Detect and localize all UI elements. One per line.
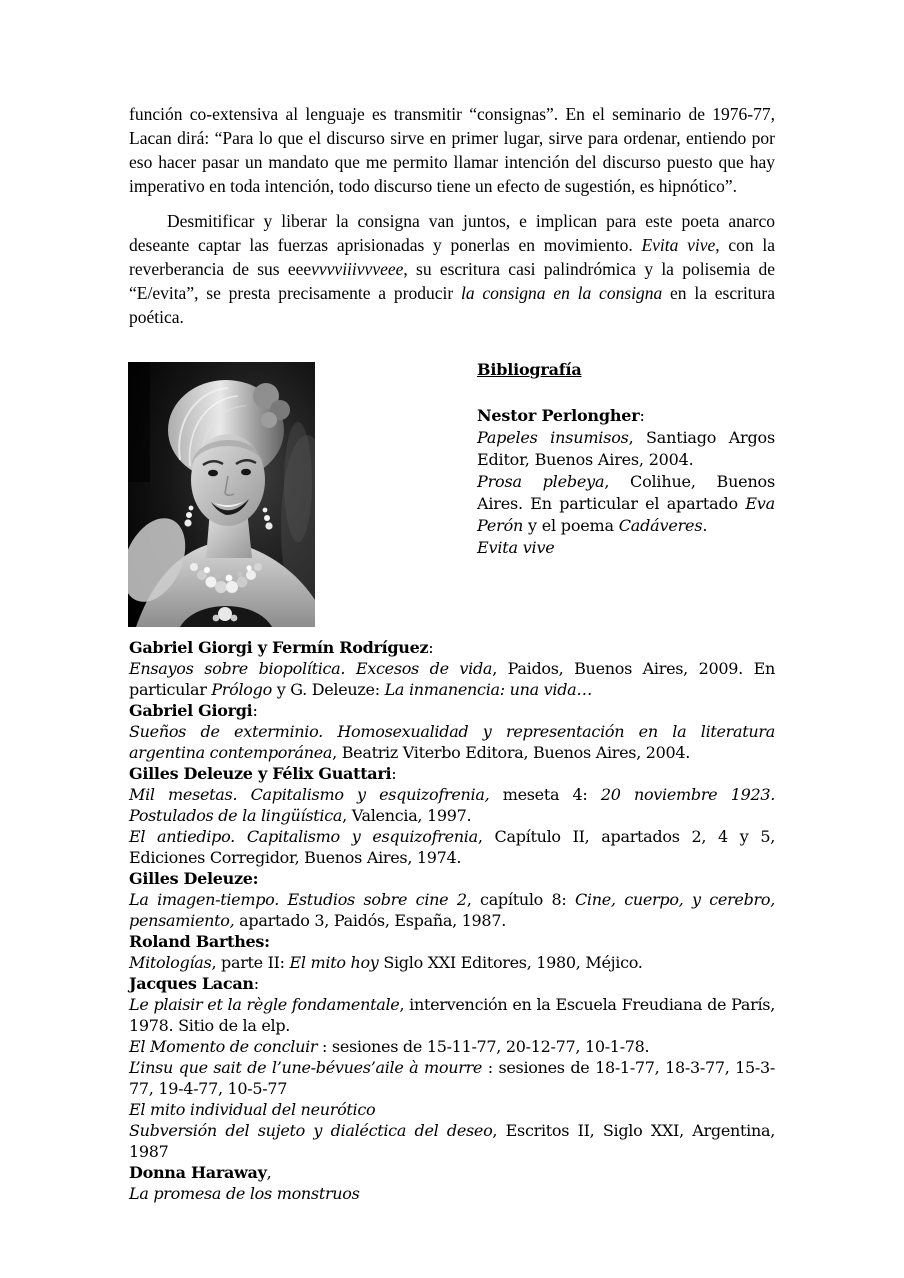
entry-papeles-insumisos: Papeles insumisos, Santiago Argos Editor, Buenos Aires, 2004. bbox=[477, 428, 775, 469]
bibliography-perlongher-block bbox=[477, 405, 775, 559]
entry-prosa-plebeya: Prosa plebeya, Colihue, Buenos Aires. En particular el apartado Eva Perón y el poema Cadáveres. bbox=[477, 472, 775, 535]
entry-promesa-monstruos: La promesa de los monstruos bbox=[129, 1184, 360, 1203]
entry-nestor-perlongher: Nestor Perlongher: bbox=[477, 406, 645, 425]
entry-le-plaisir: Le plaisir et la règle fondamentale, intervención en la Escuela Freudiana de París, 1978. Sitio de la elp. bbox=[129, 995, 775, 1035]
paragraph-desmitificar: Desmitificar y liberar la consigna van juntos, e implican para este poeta anarco deseante captar las fuerzas aprisionadas y ponerlas en movimiento. Evita vive, con la reverberancia de sus eeevvvviiivvveee, su escritura casi palindrómica y la polisemia de “E/evita”, se presta precisamente a producir la consigna en la consigna en la escritura poética. bbox=[129, 211, 776, 327]
bibliography-heading: Bibliografía bbox=[477, 360, 582, 379]
entry-imagen-tiempo: La imagen-tiempo. Estudios sobre cine 2, capítulo 8: Cine, cuerpo, y cerebro, pensamiento, apartado 3, Paidós, España, 1987. bbox=[129, 890, 775, 930]
entry-mito-individual: El mito individual del neurótico bbox=[129, 1100, 376, 1119]
entry-barthes-heading: Roland Barthes: bbox=[129, 932, 270, 951]
entry-mitologias: Mitologías, parte II: El mito hoy Siglo XXI Editores, 1980, Méjico. bbox=[129, 953, 643, 972]
bibliography-side-column bbox=[477, 359, 775, 559]
entry-momento-concluir: El Momento de concluir : sesiones de 15-11-77, 20-12-77, 10-1-78. bbox=[129, 1037, 650, 1056]
entry-evita-vive: Evita vive bbox=[477, 538, 555, 557]
entry-deleuze-guattari-heading: Gilles Deleuze y Félix Guattari: bbox=[129, 764, 397, 783]
entry-lacan-heading: Jacques Lacan: bbox=[129, 974, 259, 993]
portrait-photo bbox=[128, 362, 315, 627]
portrait-photo-graphic bbox=[128, 362, 315, 627]
entry-deleuze-heading: Gilles Deleuze: bbox=[129, 869, 259, 888]
entry-subversion-sujeto: Subversión del sujeto y dialéctica del deseo, Escritos II, Siglo XXI, Argentina, 1987 bbox=[129, 1121, 775, 1161]
entry-giorgi-heading: Gabriel Giorgi: bbox=[129, 701, 258, 720]
entry-haraway-heading: Donna Haraway, bbox=[129, 1163, 272, 1182]
entry-ensayos-biopolitica: Ensayos sobre biopolítica. Excesos de vida, Paidos, Buenos Aires, 2009. En particular Prólogo y G. Deleuze: La inmanencia: una vida… bbox=[129, 659, 775, 699]
entry-suenos-exterminio: Sueños de exterminio. Homosexualidad y representación en la literatura argentina contemporánea, Beatriz Viterbo Editora, Buenos Aires, 2004. bbox=[129, 722, 775, 762]
paragraph-lacan-seminar: función co-extensiva al lenguaje es transmitir “consignas”. En el seminario de 1976-77, Lacan dirá: “Para lo que el discurso sirve en primer lugar, sirve para ordenar, entiendo por eso hacer pasar un mandato que me permito llamar intención del discurso puesto que hay imperativo en toda intención, todo discurso tiene un efecto de sugestión, es hipnótico”. bbox=[129, 104, 775, 196]
entry-giorgi-rodriguez-heading: Gabriel Giorgi y Fermín Rodríguez: bbox=[129, 638, 434, 657]
entry-el-antiedipo: El antiedipo. Capitalismo y esquizofrenia, Capítulo II, apartados 2, 4 y 5, Ediciones Corregidor, Buenos Aires, 1974. bbox=[129, 827, 775, 867]
bibliography-main bbox=[129, 637, 775, 1204]
entry-mil-mesetas: Mil mesetas. Capitalismo y esquizofrenia, meseta 4: 20 noviembre 1923. Postulados de la lingüística, Valencia, 1997. bbox=[129, 785, 776, 825]
entry-linsu: L’insu que sait de l’une-bévues’aile à mourre : sesiones de 18-1-77, 18-3-77, 15-3-77, 19-4-77, 10-5-77 bbox=[129, 1058, 775, 1098]
